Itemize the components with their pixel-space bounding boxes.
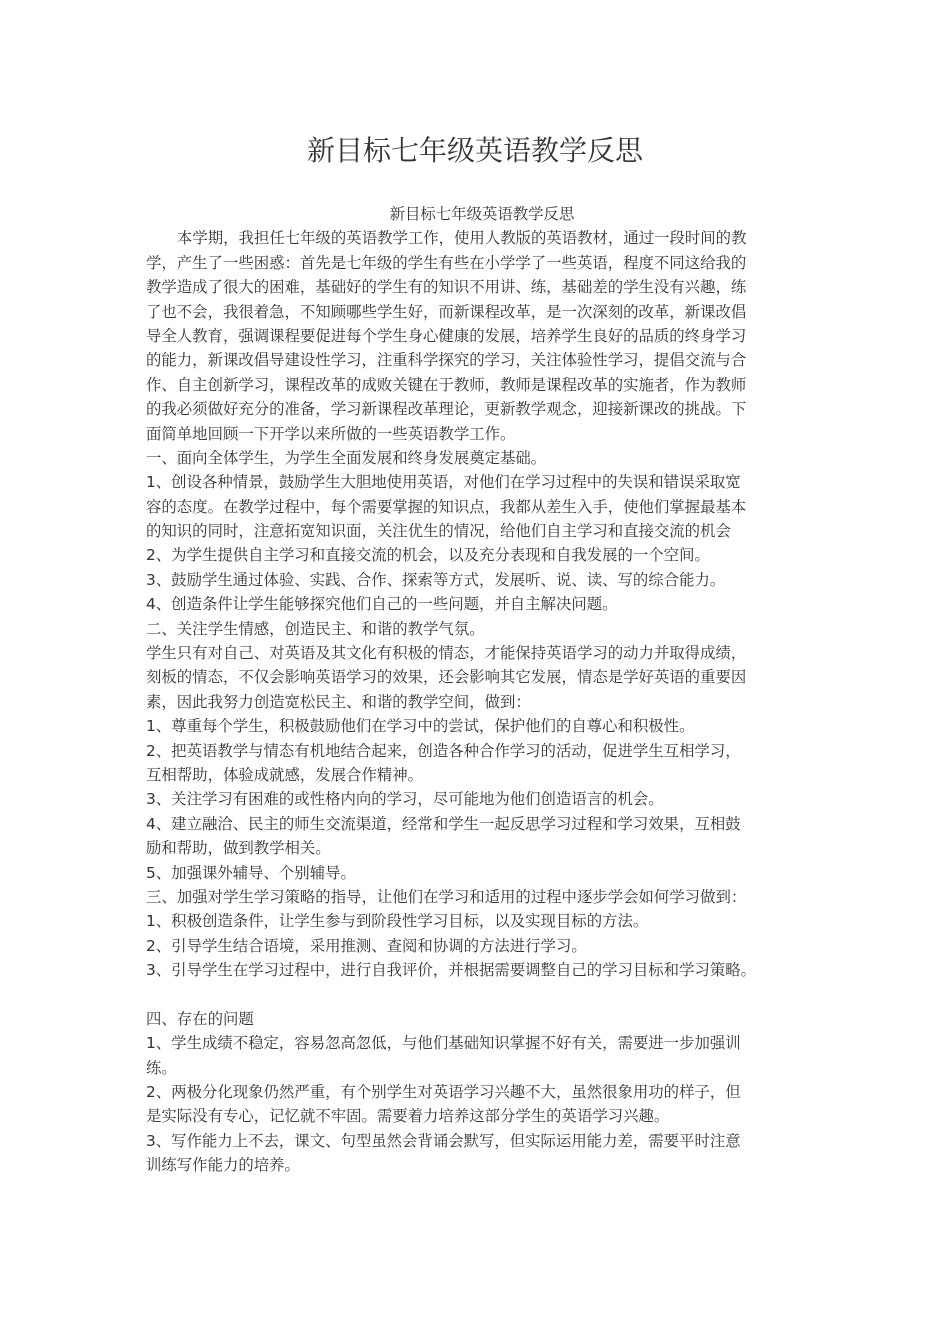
paragraph-line: 教学造成了很大的困难，基础好的学生有的知识不用讲、练，基础差的学生没有兴趣，练 (146, 278, 747, 297)
document-subtitle: 新目标七年级英语教学反思 (389, 205, 575, 223)
list-item: 1、尊重每个学生，积极鼓励他们在学习中的尝试，保护他们的自尊心和积极性。 (146, 717, 695, 736)
list-item: 2、两极分化现象仍然严重，有个别学生对英语学习兴趣不大，虽然很象用功的样子，但 (146, 1083, 741, 1102)
list-item: 练。 (146, 1058, 177, 1077)
list-item: 1、学生成绩不稳定，容易忽高忽低，与他们基础知识掌握不好有关，需要进一步加强训 (146, 1034, 741, 1053)
paragraph-line: 的能力，新课改倡导建设性学习，注重科学探究的学习，关注体验性学习，提倡交流与合 (146, 351, 747, 370)
list-item: 3、写作能力上不去，课文、句型虽然会背诵会默写，但实际运用能力差，需要平时注意 (146, 1131, 741, 1150)
list-item: 训练写作能力的培养。 (146, 1156, 300, 1175)
list-item: 4、创造条件让学生能够探究他们自己的一些问题，并自主解决问题。 (146, 595, 618, 614)
paragraph-line: 了也不会，我很着急，不知顾哪些学生好，而新课程改革，是一次深刻的改革，新课改倡 (146, 302, 747, 321)
list-item: 1、积极创造条件，让学生参与到阶段性学习目标，以及实现目标的方法。 (146, 912, 649, 931)
document-body (146, 202, 806, 1178)
list-item: 3、鼓励学生通过体验、实践、合作、探索等方式，发展听、说、读、写的综合能力。 (146, 570, 726, 589)
list-item: 是实际没有专心，记忆就不牢固。需要着力培养这部分学生的英语学习兴趣。 (146, 1107, 670, 1126)
list-item: 4、建立融洽、民主的师生交流渠道，经常和学生一起反思学习过程和学习效果，互相鼓 (146, 814, 741, 833)
list-item: 的知识的同时，注意拓宽知识面，关注优生的情况，给他们自主学习和直接交流的机会 (146, 522, 731, 541)
list-item: 3、引导学生在学习过程中，进行自我评价，并根据需要调整自己的学习目标和学习策略。 (146, 961, 757, 980)
section-heading: 三、加强对学生学习策略的指导，让他们在学习和适用的过程中逐步学会如何学习做到： (146, 887, 747, 906)
section-heading: 四、存在的问题 (146, 1009, 254, 1028)
list-item: 互相帮助，体验成就感，发展合作精神。 (146, 765, 424, 784)
paragraph-line: 素，因此我努力创造宽松民主、和谐的教学空间，做到： (146, 692, 531, 711)
section-heading: 二、关注学生情感，创造民主、和谐的教学气氛。 (146, 619, 485, 638)
list-item: 2、为学生提供自主学习和直接交流的机会，以及充分表现和自我发展的一个空间。 (146, 546, 710, 565)
paragraph-line: 面简单地回顾一下开学以来所做的一些英语教学工作。 (146, 424, 516, 443)
paragraph-line: 作、自主创新学习，课程改革的成败关键在于教师，教师是课程改革的实施者，作为教师 (146, 375, 747, 394)
list-item: 1、创设各种情景，鼓励学生大胆地使用英语，对他们在学习过程中的失误和错误采取宽 (146, 473, 741, 492)
section-heading: 一、面向全体学生，为学生全面发展和终身发展奠定基础。 (146, 448, 547, 467)
paragraph-line: 学，产生了一些困惑：首先是七年级的学生有些在小学学了一些英语，程度不同这给我的 (146, 253, 747, 272)
blank-line (146, 983, 806, 1007)
paragraph-line: 学生只有对自己、对英语及其文化有积极的情态，才能保持英语学习的动力并取得成绩， (146, 644, 747, 663)
document-title: 新目标七年级英语教学反思 (306, 134, 643, 167)
list-item: 容的态度。在教学过程中，每个需要掌握的知识点，我都从差生入手，使他们掌握最基本 (146, 497, 747, 516)
paragraph-line: 刻板的情态，不仅会影响英语学习的效果，还会影响其它发展，情态是学好英语的重要因 (146, 668, 747, 687)
list-item: 励和帮助，做到教学相关。 (146, 839, 331, 858)
list-item: 2、把英语教学与情态有机地结合起来，创造各种合作学习的活动，促进学生互相学习， (146, 741, 741, 760)
list-item: 2、引导学生结合语境，采用推测、查阅和协调的方法进行学习。 (146, 936, 587, 955)
list-item: 5、加强课外辅导、个别辅导。 (146, 863, 356, 882)
paragraph-line: 本学期，我担任七年级的英语教学工作，使用人教版的英语教材，通过一段时间的教 (177, 229, 747, 248)
list-item: 3、关注学习有困难的或性格内向的学习，尽可能地为他们创造语言的机会。 (146, 790, 664, 809)
paragraph-line: 导全人教育，强调课程要促进每个学生身心健康的发展，培养学生良好的品质的终身学习 (146, 326, 747, 345)
paragraph-line: 的我必须做好充分的准备，学习新课程改革理论，更新教学观念，迎接新课改的挑战。下 (146, 400, 747, 419)
